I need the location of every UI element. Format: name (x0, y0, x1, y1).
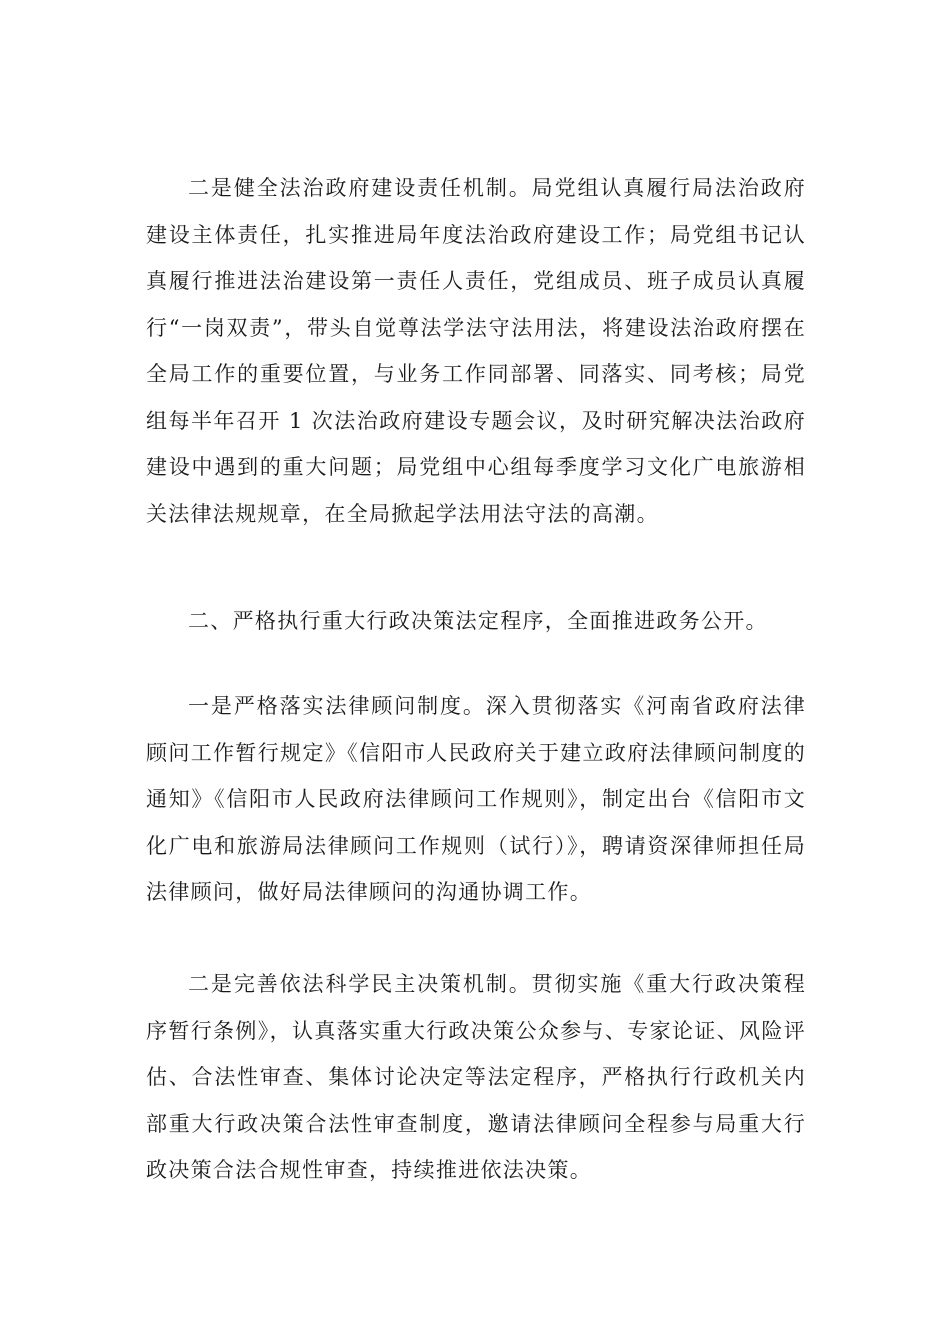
section-heading-major-decisions: 二、严格执行重大行政决策法定程序，全面推进政务公开。 (188, 609, 768, 633)
paragraph-responsibility-mechanism: 二是健全法治政府建设责任机制。局党组认真履行局法治政府建设主体责任，扎实推进局年度法治政府建设工作；局党组书记认真履行推进法治建设第一责任人责任，党组成员、班子成员认真履行“一岗双责”，带头自觉尊法学法守法用法，将建设法治政府摆在全局工作的重要位置，与业务工作同部署、同落实、同考核；局党组每半年召开 1 次法治政府建设专题会议，及时研究解决法治政府建设中遇到的重大问题；局党组中心组每季度学习文化广电旅游相关法律法规规章，在全局掀起学法用法守法的高潮。 (146, 176, 806, 526)
paragraph-legal-advisor-system: 一是严格落实法律顾问制度。深入贯彻落实《河南省政府法律顾问工作暂行规定》《信阳市人民政府关于建立政府法律顾问制度的通知》《信阳市人民政府法律顾问工作规则》，制定出台《信阳市文化广电和旅游局法律顾问工作规则（试行）》，聘请资深律师担任局法律顾问，做好局法律顾问的沟通协调工作。 (146, 694, 806, 904)
paragraph-decision-mechanism: 二是完善依法科学民主决策机制。贯彻实施《重大行政决策程序暂行条例》，认真落实重大行政决策公众参与、专家论证、风险评估、合法性审查、集体讨论决定等法定程序，严格执行行政机关内部重大行政决策合法性审查制度，邀请法律顾问全程参与局重大行政决策合法合规性审查，持续推进依法决策。 (146, 972, 806, 1182)
